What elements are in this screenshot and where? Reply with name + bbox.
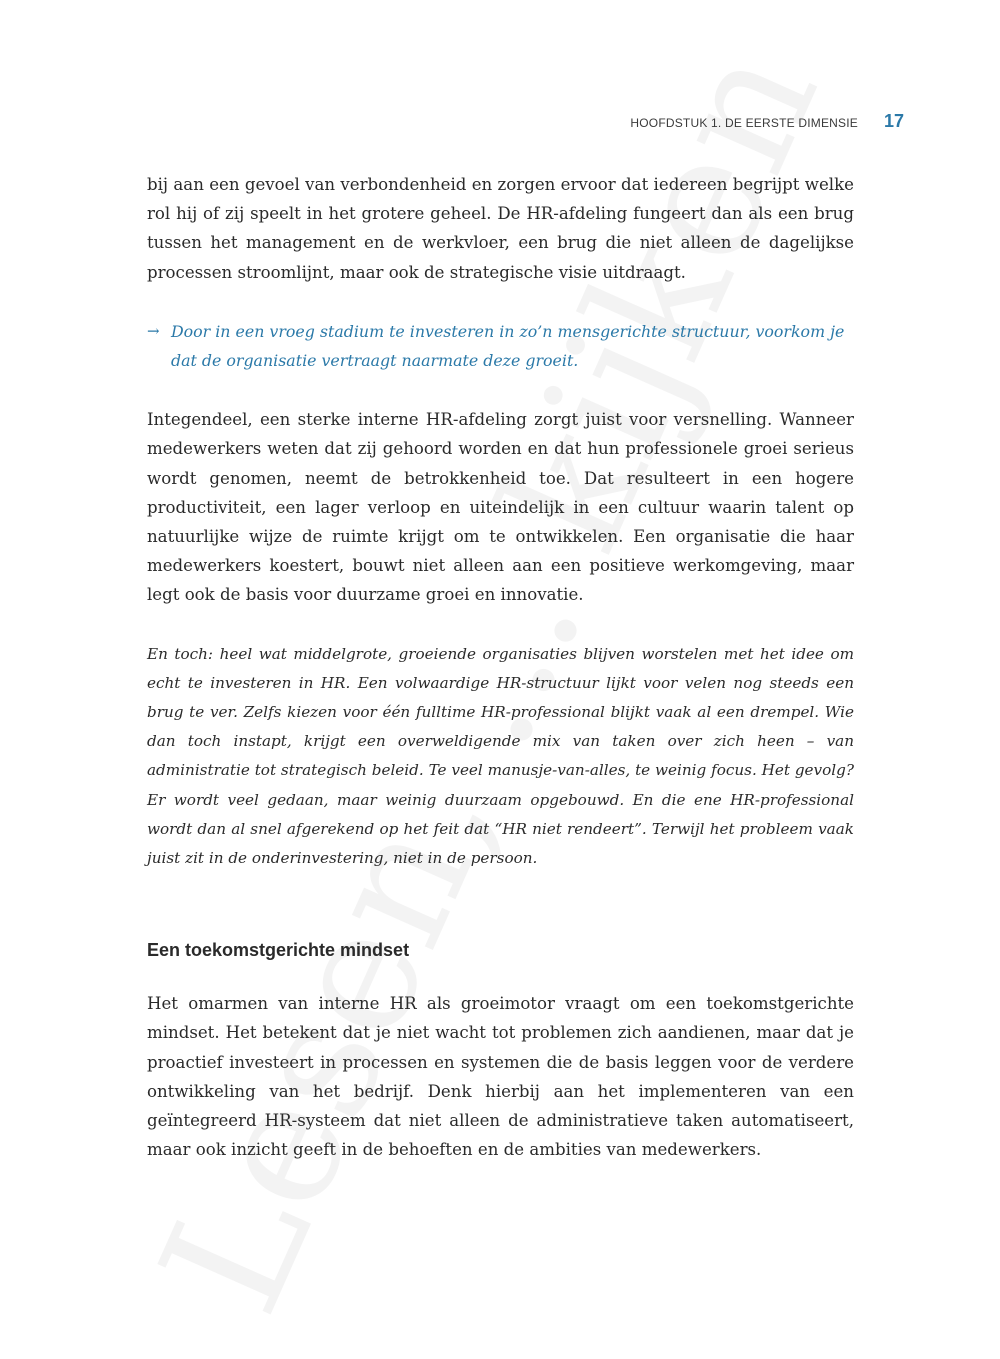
paragraph-4: Het omarmen van interne HR als groeimotor vraagt om een toekomstgerichte mindset. Het betekent dat je niet wacht tot problemen zich aandienen, maar dat je proactief investeert in processen en systemen die de basis leggen voor de verdere ontwikkeling van het bedrijf. Denk hierbij aan het implementeren van een geïntegreerd HR-systeem dat niet alleen de administratieve taken automatiseert, maar ook inzicht geeft in de behoeften en de ambities van medewerkers. (147, 994, 854, 1160)
arrow-right-icon: → (147, 321, 160, 340)
body-text (147, 170, 854, 1164)
paragraph-3-italic: En toch: heel wat middelgrote, groeiende organisaties blijven worstelen met het idee om echt te investeren in HR. Een volwaardige HR-structuur lijkt voor velen nog steeds een brug te ver. Zelfs kiezen voor één fulltime HR-professional blijkt vaak al een drempel. Wie dan toch instapt, krijgt een overweldigende mix van taken over zich heen – van administratie tot strategisch beleid. Te veel manusje-van-alles, te weinig focus. Het gevolg? Er wordt veel gedaan, maar weinig duurzaam opgebouwd. En die ene HR-professional wordt dan al snel afgerekend op het feit dat “HR niet rendeert”. Terwijl het probleem vaak juist zit in de onderinvestering, niet in de persoon. (147, 644, 854, 868)
chapter-title: HOOFDSTUK 1. DE EERSTE DIMENSIE (630, 116, 858, 130)
callout-text: Door in een vroeg stadium te investeren in zo’n mensgerichte structuur, voorkom je dat de organisatie vertraagt naarmate deze groeit. (171, 321, 845, 371)
page-number: 17 (883, 111, 904, 131)
callout-quote (147, 317, 854, 375)
running-header (630, 111, 904, 132)
paragraph-1: bij aan een gevoel van verbondenheid en zorgen ervoor dat iedereen begrijpt welke rol hij of zij speelt in het grotere geheel. De HR-afdeling fungeert dan als een brug tussen het management en de werkvloer, een brug die niet alleen de dagelijkse processen stroomlijnt, maar ook de strategische visie uitdraagt. (147, 175, 854, 282)
section-heading: Een toekomstgerichte mindset (147, 940, 410, 961)
paragraph-2: Integendeel, een sterke interne HR-afdeling zorgt juist voor versnelling. Wanneer medewerkers weten dat zij gehoord worden en dat hun professionele groei serieus wordt genomen, neemt de betrokkenheid toe. Dat resulteert in een hogere productiviteit, een lager verloop en uiteindelijk in een cultuur waarin talent op natuurlijke wijze de ruimte krijgt om te ontwikkelen. Een organisatie die haar medewerkers koestert, bouwt niet alleen aan een positieve werkomgeving, maar legt ook de basis voor duurzame groei en innovatie. (147, 410, 854, 605)
